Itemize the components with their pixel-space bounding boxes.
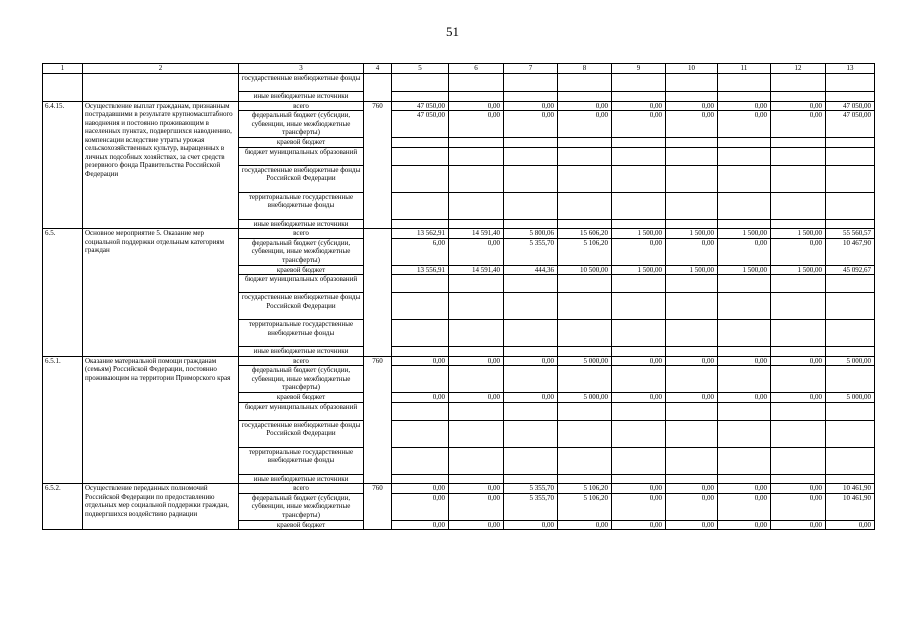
amount-cell xyxy=(392,219,449,229)
amount-cell: 1 500,00 xyxy=(718,229,771,239)
amount-cell xyxy=(558,347,612,357)
amount-cell: 0,00 xyxy=(504,356,558,366)
amount-cell: 10 467,90 xyxy=(826,238,875,265)
funding-source: иные внебюджетные источники xyxy=(239,474,364,484)
amount-cell: 0,00 xyxy=(392,520,449,530)
item-title xyxy=(83,74,239,102)
item-code: 6.5.2. xyxy=(43,484,83,530)
header-cell: 10 xyxy=(666,64,718,74)
amount-cell xyxy=(504,147,558,165)
funding-source: территориальные государственные внебюджетные фонды xyxy=(239,320,364,347)
amount-cell xyxy=(666,347,718,357)
amount-cell: 0,00 xyxy=(392,356,449,366)
amount-cell: 5 000,00 xyxy=(826,393,875,403)
amount-cell xyxy=(504,192,558,219)
amount-cell xyxy=(504,138,558,148)
funding-source: иные внебюджетные источники xyxy=(239,219,364,229)
amount-cell: 0,00 xyxy=(504,101,558,111)
amount-cell xyxy=(771,293,826,320)
amount-cell: 0,00 xyxy=(826,520,875,530)
amount-cell xyxy=(504,366,558,393)
item-code: 6.5. xyxy=(43,229,83,357)
header-cell: 2 xyxy=(83,64,239,74)
grbs-code: 760 xyxy=(364,356,392,484)
amount-cell xyxy=(558,147,612,165)
amount-cell: 0,00 xyxy=(666,520,718,530)
amount-cell xyxy=(449,293,504,320)
amount-cell: 0,00 xyxy=(718,238,771,265)
amount-cell xyxy=(558,74,612,92)
header-cell: 6 xyxy=(449,64,504,74)
amount-cell xyxy=(558,275,612,293)
amount-cell: 47 050,00 xyxy=(392,101,449,111)
amount-cell xyxy=(666,366,718,393)
amount-cell: 14 591,40 xyxy=(449,265,504,275)
amount-cell xyxy=(771,420,826,447)
amount-cell xyxy=(612,402,666,420)
funding-source: иные внебюджетные источники xyxy=(239,92,364,102)
amount-cell: 0,00 xyxy=(504,520,558,530)
amount-cell xyxy=(612,447,666,474)
amount-cell: 0,00 xyxy=(718,101,771,111)
amount-cell: 5 106,20 xyxy=(558,484,612,494)
amount-cell xyxy=(826,275,875,293)
amount-cell: 15 606,20 xyxy=(558,229,612,239)
amount-cell: 0,00 xyxy=(558,111,612,138)
table-row xyxy=(43,356,875,366)
amount-cell: 0,00 xyxy=(771,393,826,403)
amount-cell: 0,00 xyxy=(666,493,718,520)
amount-cell: 1 500,00 xyxy=(666,229,718,239)
amount-cell xyxy=(666,293,718,320)
amount-cell: 0,00 xyxy=(666,238,718,265)
page-number: 51 xyxy=(446,24,459,39)
amount-cell xyxy=(504,293,558,320)
amount-cell xyxy=(449,447,504,474)
amount-cell: 0,00 xyxy=(612,111,666,138)
amount-cell: 1 500,00 xyxy=(771,229,826,239)
amount-cell xyxy=(392,165,449,192)
amount-cell xyxy=(449,275,504,293)
amount-cell xyxy=(504,447,558,474)
amount-cell xyxy=(718,92,771,102)
amount-cell xyxy=(504,402,558,420)
amount-cell: 5 000,00 xyxy=(558,356,612,366)
amount-cell xyxy=(612,92,666,102)
amount-cell xyxy=(392,366,449,393)
amount-cell xyxy=(612,420,666,447)
amount-cell xyxy=(718,147,771,165)
amount-cell xyxy=(826,147,875,165)
grbs-code: 760 xyxy=(364,484,392,530)
amount-cell: 55 560,57 xyxy=(826,229,875,239)
amount-cell xyxy=(449,147,504,165)
amount-cell xyxy=(826,347,875,357)
amount-cell: 0,00 xyxy=(449,520,504,530)
amount-cell xyxy=(449,74,504,92)
amount-cell: 0,00 xyxy=(666,484,718,494)
amount-cell: 10 461,90 xyxy=(826,484,875,494)
amount-cell xyxy=(449,138,504,148)
header-cell: 8 xyxy=(558,64,612,74)
funding-source: федеральный бюджет (субсидии, субвенции, иные межбюджетные трансферты) xyxy=(239,238,364,265)
amount-cell: 0,00 xyxy=(612,484,666,494)
amount-cell: 0,00 xyxy=(771,238,826,265)
header-cell: 13 xyxy=(826,64,875,74)
funding-source: всего xyxy=(239,356,364,366)
funding-source: территориальные государственные внебюджетные фонды xyxy=(239,192,364,219)
amount-cell: 0,00 xyxy=(771,520,826,530)
item-code xyxy=(43,74,83,102)
amount-cell: 0,00 xyxy=(718,493,771,520)
amount-cell xyxy=(392,74,449,92)
funding-source: краевой бюджет xyxy=(239,265,364,275)
amount-cell: 1 500,00 xyxy=(718,265,771,275)
funding-source: государственные внебюджетные фонды Российской Федерации xyxy=(239,420,364,447)
amount-cell xyxy=(504,347,558,357)
amount-cell xyxy=(558,138,612,148)
amount-cell: 0,00 xyxy=(449,356,504,366)
amount-cell: 0,00 xyxy=(771,493,826,520)
item-title: Осуществление переданных полномочий Российской Федерации по предоставлению отдельных мер социальной поддержки граждан, подвергшихся воздействию радиации xyxy=(83,484,239,530)
amount-cell: 47 050,00 xyxy=(826,111,875,138)
amount-cell: 47 050,00 xyxy=(392,111,449,138)
amount-cell: 1 500,00 xyxy=(771,265,826,275)
amount-cell: 0,00 xyxy=(449,393,504,403)
amount-cell: 0,00 xyxy=(666,111,718,138)
amount-cell xyxy=(612,474,666,484)
header-cell: 3 xyxy=(239,64,364,74)
header-cell: 9 xyxy=(612,64,666,74)
amount-cell xyxy=(771,366,826,393)
amount-cell xyxy=(558,192,612,219)
funding-source: федеральный бюджет (субсидии, субвенции, иные межбюджетные трансферты) xyxy=(239,111,364,138)
amount-cell xyxy=(558,402,612,420)
amount-cell xyxy=(718,402,771,420)
amount-cell: 5 355,70 xyxy=(504,484,558,494)
amount-cell xyxy=(718,165,771,192)
amount-cell: 0,00 xyxy=(718,111,771,138)
amount-cell: 0,00 xyxy=(718,484,771,494)
amount-cell xyxy=(826,320,875,347)
funding-source: всего xyxy=(239,229,364,239)
amount-cell: 0,00 xyxy=(504,393,558,403)
amount-cell xyxy=(392,138,449,148)
amount-cell xyxy=(558,420,612,447)
amount-cell xyxy=(666,219,718,229)
amount-cell: 5 106,20 xyxy=(558,493,612,520)
amount-cell xyxy=(449,474,504,484)
amount-cell xyxy=(666,74,718,92)
amount-cell xyxy=(718,74,771,92)
amount-cell xyxy=(718,474,771,484)
funding-source: федеральный бюджет (субсидии, субвенции, иные межбюджетные трансферты) xyxy=(239,366,364,393)
amount-cell xyxy=(718,293,771,320)
amount-cell xyxy=(392,147,449,165)
amount-cell: 1 500,00 xyxy=(612,265,666,275)
amount-cell: 0,00 xyxy=(612,520,666,530)
amount-cell xyxy=(718,275,771,293)
amount-cell xyxy=(718,138,771,148)
amount-cell xyxy=(612,275,666,293)
amount-cell xyxy=(558,474,612,484)
amount-cell xyxy=(504,74,558,92)
amount-cell xyxy=(771,147,826,165)
amount-cell xyxy=(666,474,718,484)
amount-cell xyxy=(558,219,612,229)
amount-cell xyxy=(504,219,558,229)
amount-cell: 5 000,00 xyxy=(558,393,612,403)
amount-cell xyxy=(666,447,718,474)
header-cell: 4 xyxy=(364,64,392,74)
amount-cell: 0,00 xyxy=(666,356,718,366)
amount-cell: 0,00 xyxy=(449,484,504,494)
amount-cell xyxy=(449,347,504,357)
amount-cell xyxy=(771,447,826,474)
table-row xyxy=(43,484,875,494)
budget-table xyxy=(42,63,875,530)
header-row xyxy=(43,64,875,74)
amount-cell xyxy=(718,320,771,347)
amount-cell xyxy=(558,293,612,320)
amount-cell xyxy=(612,347,666,357)
amount-cell: 0,00 xyxy=(666,101,718,111)
amount-cell xyxy=(392,420,449,447)
amount-cell xyxy=(449,366,504,393)
amount-cell xyxy=(504,320,558,347)
amount-cell: 0,00 xyxy=(612,101,666,111)
funding-source: государственные внебюджетные фонды Российской Федерации xyxy=(239,293,364,320)
amount-cell: 0,00 xyxy=(392,493,449,520)
amount-cell: 14 591,40 xyxy=(449,229,504,239)
amount-cell xyxy=(612,293,666,320)
amount-cell xyxy=(826,447,875,474)
amount-cell xyxy=(504,165,558,192)
amount-cell xyxy=(826,420,875,447)
amount-cell: 0,00 xyxy=(612,493,666,520)
amount-cell: 10 500,00 xyxy=(558,265,612,275)
amount-cell xyxy=(771,74,826,92)
amount-cell xyxy=(392,275,449,293)
amount-cell xyxy=(392,402,449,420)
amount-cell xyxy=(826,165,875,192)
amount-cell: 0,00 xyxy=(449,101,504,111)
amount-cell xyxy=(449,165,504,192)
amount-cell xyxy=(771,402,826,420)
amount-cell: 0,00 xyxy=(392,484,449,494)
amount-cell: 0,00 xyxy=(612,393,666,403)
amount-cell xyxy=(558,92,612,102)
amount-cell: 0,00 xyxy=(504,111,558,138)
amount-cell xyxy=(392,474,449,484)
amount-cell: 0,00 xyxy=(612,238,666,265)
header-cell: 1 xyxy=(43,64,83,74)
amount-cell: 45 092,67 xyxy=(826,265,875,275)
header-cell: 5 xyxy=(392,64,449,74)
amount-cell xyxy=(392,347,449,357)
amount-cell xyxy=(612,320,666,347)
amount-cell xyxy=(392,293,449,320)
amount-cell: 0,00 xyxy=(558,520,612,530)
amount-cell: 5 000,00 xyxy=(826,356,875,366)
amount-cell: 0,00 xyxy=(558,101,612,111)
table-row xyxy=(43,229,875,239)
item-title: Оказание материальной помощи гражданам (семьям) Российской Федерации, постоянно проживающим на территории Приморского края xyxy=(83,356,239,484)
amount-cell: 0,00 xyxy=(718,356,771,366)
amount-cell xyxy=(666,320,718,347)
amount-cell xyxy=(558,165,612,192)
amount-cell xyxy=(666,402,718,420)
amount-cell xyxy=(666,165,718,192)
amount-cell xyxy=(612,192,666,219)
item-title: Основное мероприятие 5. Оказание мер социальной поддержки отдельным категориям граждан xyxy=(83,229,239,357)
amount-cell xyxy=(504,92,558,102)
funding-source: бюджет муниципальных образований xyxy=(239,402,364,420)
amount-cell: 5 355,70 xyxy=(504,238,558,265)
amount-cell: 5 106,20 xyxy=(558,238,612,265)
amount-cell xyxy=(771,320,826,347)
amount-cell xyxy=(826,402,875,420)
table-row xyxy=(43,74,875,92)
amount-cell xyxy=(558,447,612,474)
amount-cell: 10 461,90 xyxy=(826,493,875,520)
amount-cell: 444,36 xyxy=(504,265,558,275)
amount-cell xyxy=(666,275,718,293)
funding-source: бюджет муниципальных образований xyxy=(239,147,364,165)
amount-cell xyxy=(666,420,718,447)
amount-cell xyxy=(826,92,875,102)
amount-cell xyxy=(666,147,718,165)
amount-cell xyxy=(612,147,666,165)
amount-cell xyxy=(504,474,558,484)
amount-cell: 0,00 xyxy=(666,393,718,403)
amount-cell: 0,00 xyxy=(771,484,826,494)
amount-cell xyxy=(771,219,826,229)
header-cell: 7 xyxy=(504,64,558,74)
amount-cell xyxy=(504,420,558,447)
amount-cell: 0,00 xyxy=(718,520,771,530)
amount-cell xyxy=(718,366,771,393)
amount-cell xyxy=(718,219,771,229)
amount-cell xyxy=(826,192,875,219)
amount-cell: 0,00 xyxy=(771,356,826,366)
amount-cell: 13 562,91 xyxy=(392,229,449,239)
amount-cell xyxy=(826,138,875,148)
amount-cell xyxy=(449,192,504,219)
amount-cell xyxy=(718,447,771,474)
amount-cell xyxy=(392,92,449,102)
amount-cell: 1 500,00 xyxy=(612,229,666,239)
amount-cell xyxy=(392,192,449,219)
funding-source: государственные внебюджетные фонды xyxy=(239,74,364,92)
amount-cell: 0,00 xyxy=(449,111,504,138)
amount-cell xyxy=(504,275,558,293)
amount-cell xyxy=(826,293,875,320)
item-code: 6.4.15. xyxy=(43,101,83,229)
funding-source: иные внебюджетные источники xyxy=(239,347,364,357)
amount-cell xyxy=(718,347,771,357)
funding-source: всего xyxy=(239,101,364,111)
amount-cell: 0,00 xyxy=(771,111,826,138)
amount-cell xyxy=(771,192,826,219)
item-title: Осуществление выплат гражданам, признанным пострадавшими в результате крупномасштабного наводнения и постоянно проживающим в населенных пунктах, подвергшихся наводнению, компенсации вследствие утраты урожая сельскохозяйственных культур, выращенных в личных подсобных хозяйствах, за счет средств резервного фонда Правительства Российской Федерации xyxy=(83,101,239,229)
table-row xyxy=(43,101,875,111)
funding-source: федеральный бюджет (субсидии, субвенции, иные межбюджетные трансферты) xyxy=(239,493,364,520)
amount-cell xyxy=(449,320,504,347)
amount-cell xyxy=(826,74,875,92)
amount-cell xyxy=(666,138,718,148)
amount-cell xyxy=(771,165,826,192)
amount-cell xyxy=(826,219,875,229)
funding-source: краевой бюджет xyxy=(239,520,364,530)
grbs-code xyxy=(364,229,392,357)
amount-cell xyxy=(449,420,504,447)
amount-cell xyxy=(771,138,826,148)
amount-cell: 0,00 xyxy=(771,101,826,111)
amount-cell: 5 355,70 xyxy=(504,493,558,520)
amount-cell: 47 050,00 xyxy=(826,101,875,111)
amount-cell xyxy=(718,192,771,219)
amount-cell xyxy=(771,347,826,357)
amount-cell xyxy=(826,474,875,484)
amount-cell xyxy=(718,420,771,447)
amount-cell xyxy=(771,92,826,102)
amount-cell xyxy=(826,366,875,393)
amount-cell xyxy=(612,219,666,229)
amount-cell: 0,00 xyxy=(449,238,504,265)
amount-cell: 13 556,91 xyxy=(392,265,449,275)
grbs-code: 760 xyxy=(364,101,392,229)
amount-cell xyxy=(392,320,449,347)
amount-cell: 6,00 xyxy=(392,238,449,265)
amount-cell xyxy=(612,366,666,393)
amount-cell: 0,00 xyxy=(612,356,666,366)
funding-source: государственные внебюджетные фонды Российской Федерации xyxy=(239,165,364,192)
amount-cell xyxy=(449,219,504,229)
amount-cell xyxy=(771,474,826,484)
amount-cell: 0,00 xyxy=(449,493,504,520)
funding-source: всего xyxy=(239,484,364,494)
funding-source: краевой бюджет xyxy=(239,393,364,403)
amount-cell xyxy=(612,165,666,192)
amount-cell: 0,00 xyxy=(718,393,771,403)
item-code: 6.5.1. xyxy=(43,356,83,484)
amount-cell xyxy=(666,192,718,219)
amount-cell: 1 500,00 xyxy=(666,265,718,275)
amount-cell xyxy=(558,366,612,393)
amount-cell xyxy=(666,92,718,102)
amount-cell xyxy=(449,92,504,102)
amount-cell: 5 800,06 xyxy=(504,229,558,239)
amount-cell xyxy=(449,402,504,420)
amount-cell xyxy=(612,138,666,148)
funding-source: бюджет муниципальных образований xyxy=(239,275,364,293)
funding-source: краевой бюджет xyxy=(239,138,364,148)
funding-source: территориальные государственные внебюджетные фонды xyxy=(239,447,364,474)
header-cell: 11 xyxy=(718,64,771,74)
amount-cell xyxy=(558,320,612,347)
amount-cell xyxy=(771,275,826,293)
amount-cell xyxy=(612,74,666,92)
amount-cell xyxy=(392,447,449,474)
grbs-code xyxy=(364,74,392,102)
amount-cell: 0,00 xyxy=(392,393,449,403)
header-cell: 12 xyxy=(771,64,826,74)
